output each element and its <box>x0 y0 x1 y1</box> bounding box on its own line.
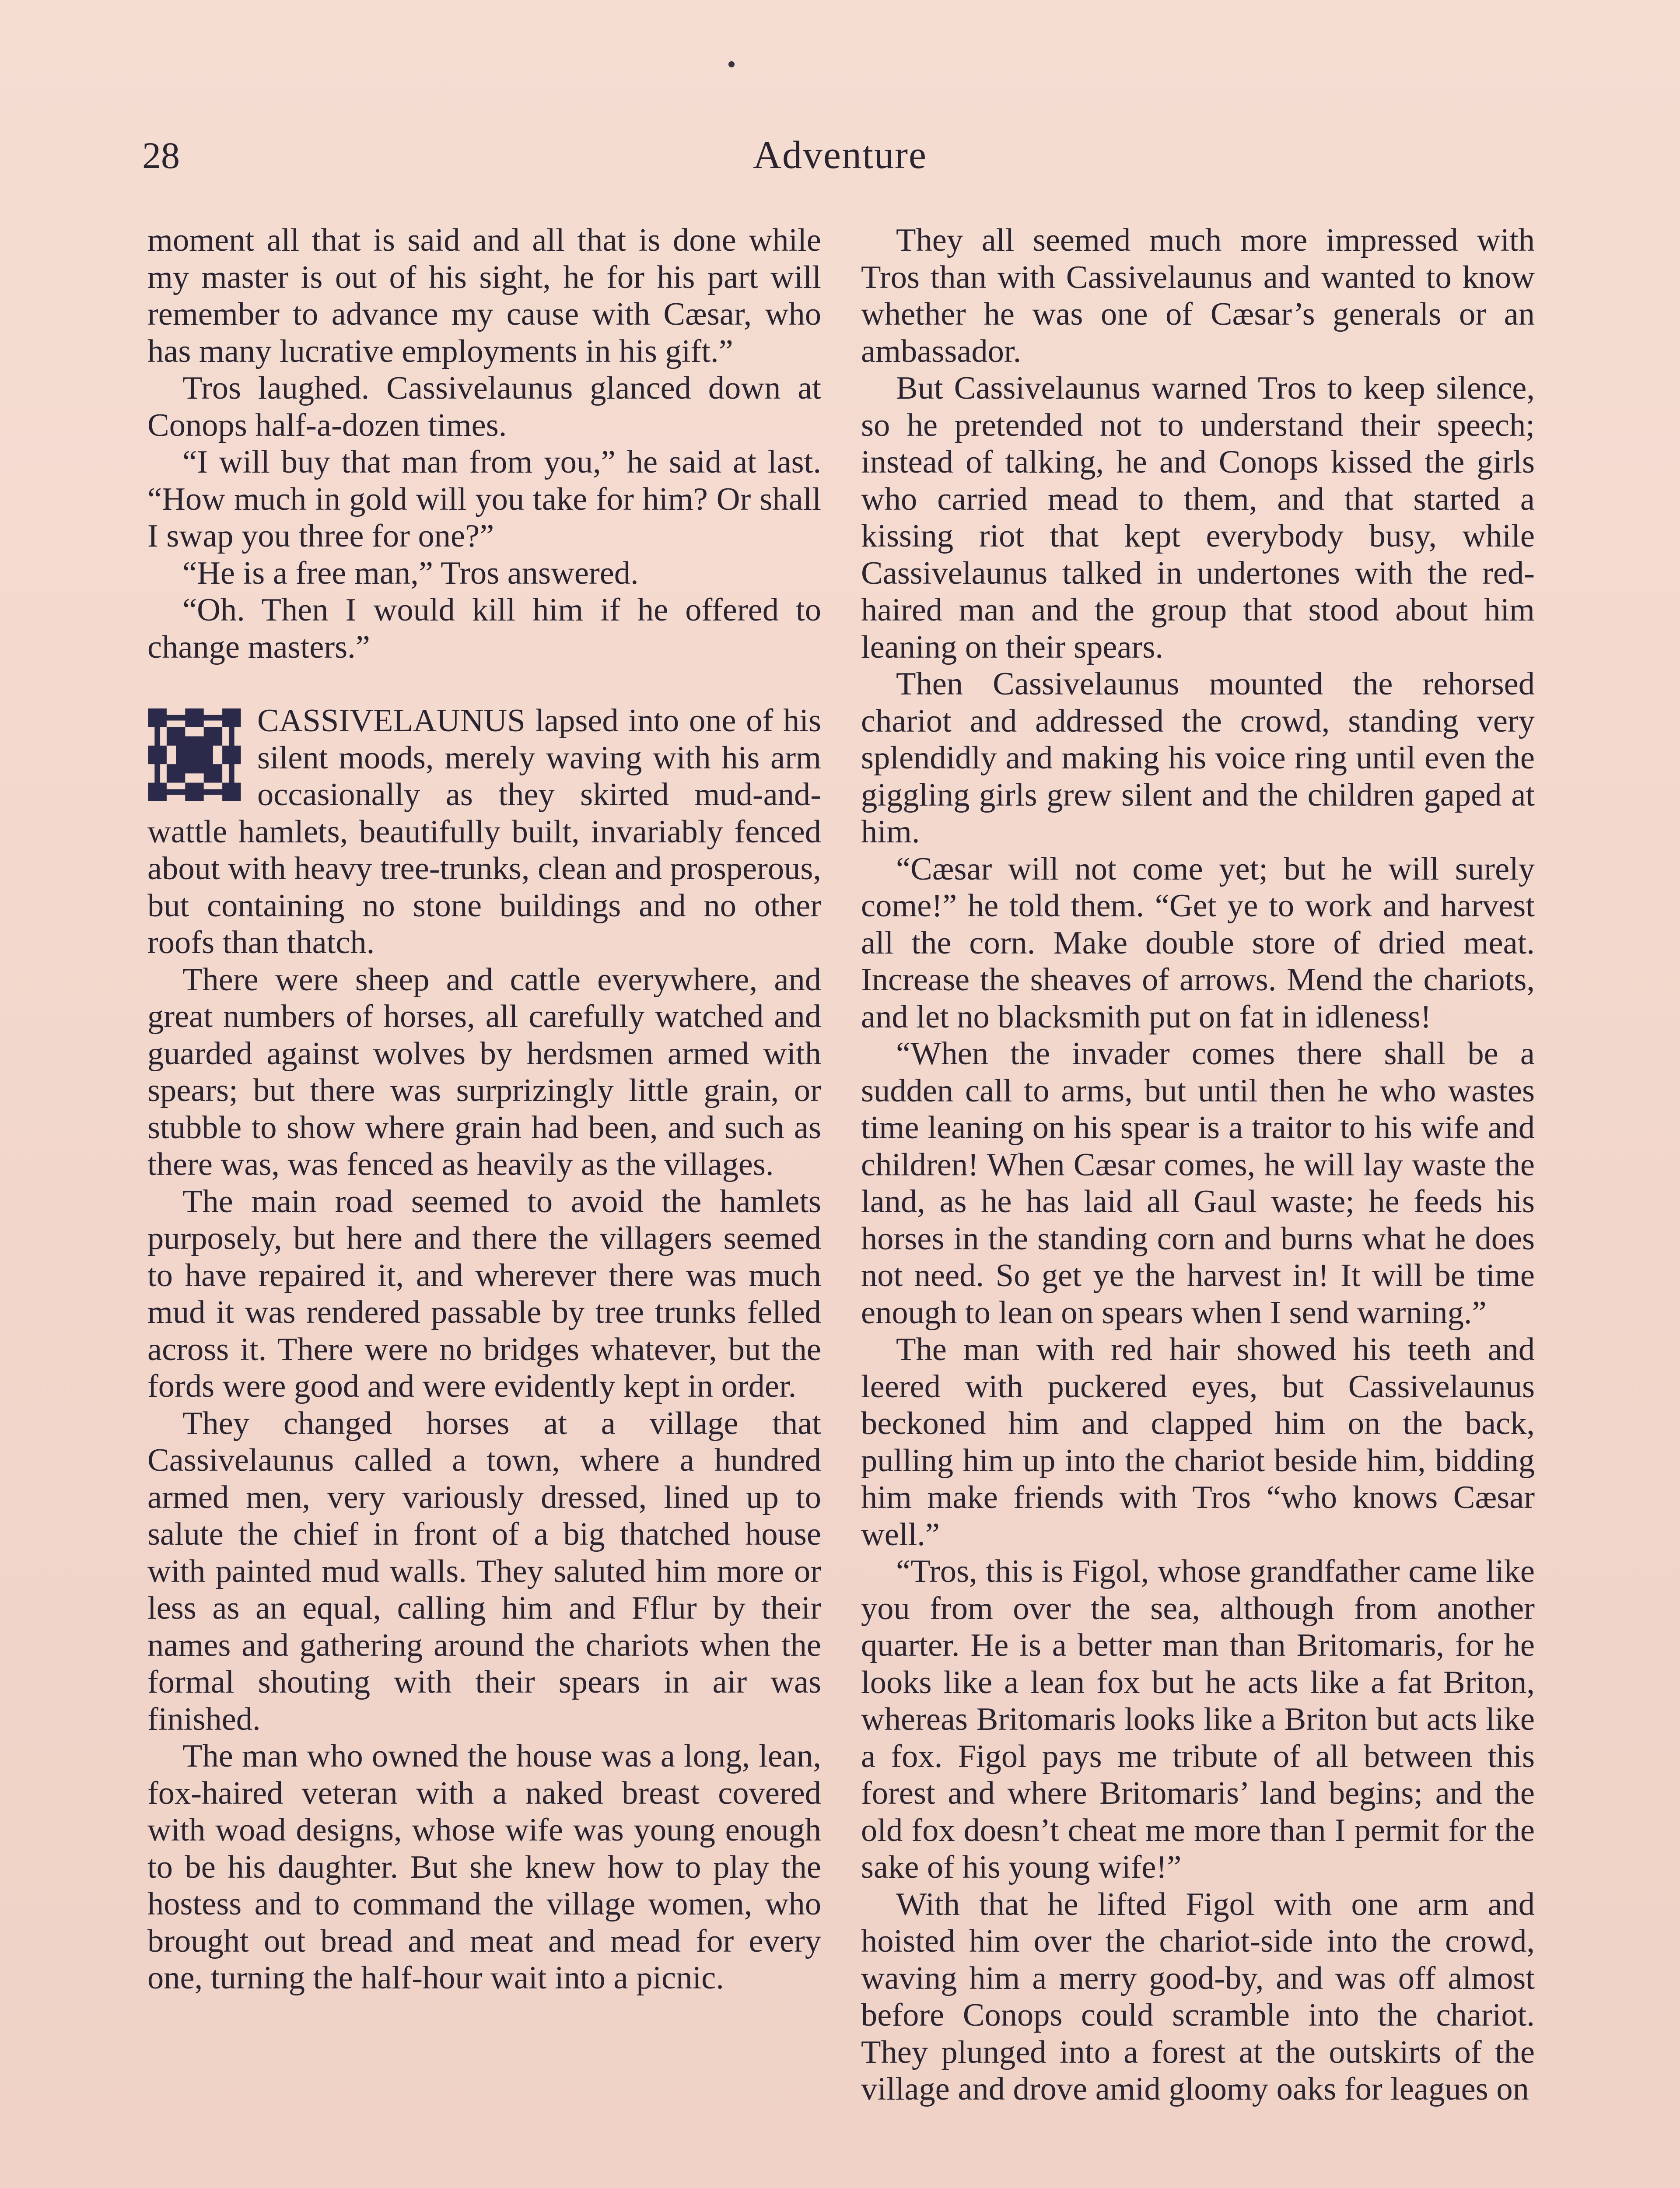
running-head-title: Adventure <box>753 133 927 177</box>
paragraph: “I will buy that man from you,” he said at last. “How much in gold will you take for him? Or shall I swap you three for one?” <box>147 444 821 554</box>
paragraph: “Tros, this is Figol, whose grandfather came like you from over the sea, although from another quarter. He is a better man than Britomaris, for he looks like a lean fox but he acts like a fat Briton, whereas Britomaris looks like a Briton but acts like a fox. Figol pays me tribute of all between this forest and where Britomaris’ land begins; and the old fox doesn’t cheat me more than I permit for the sake of his young wife!” <box>861 1553 1535 1885</box>
paragraph: The man who owned the house was a long, lean, fox-haired veteran with a naked breast covered with woad designs, whose wife was young enough to be his daughter. But she knew how to play the hostess and to command the village women, who brought out bread and meat and mead for every one, turning the half-hour wait into a picnic. <box>147 1738 821 1996</box>
paragraph: With that he lifted Figol with one arm and hoisted him over the chariot-side into the crowd, waving him a merry good-by, and was off almost before Conops could scramble into the chariot. They plunged into a forest at the outskirts of the village and drove amid gloomy oaks for leagues on <box>861 1886 1535 2107</box>
paragraph: “When the invader comes there shall be a sudden call to arms, but until then he who wastes time leaning on his spear is a traitor to his wife and children! When Cæsar comes, he will lay waste the land, as he has laid all Gaul waste; he feeds his horses in the standing corn and burns what he does not need. So get ye the harvest in! It will be time enough to lean on spears when I send warning.” <box>861 1036 1535 1331</box>
paragraph: The man with red hair showed his teeth and leered with puckered eyes, but Cassivelaunus beckoned him and clapped him on the back, pulling him up into the chariot beside him, bidding him make friends with Tros “who knows Cæsar well.” <box>861 1332 1535 1553</box>
paragraph: Tros laughed. Cassivelaunus glanced down at Conops half-a-dozen times. <box>147 370 821 443</box>
paragraph: Then Cassivelaunus mounted the rehorsed chariot and addressed the crowd, standing very splendidly and making his voice ring until even the giggling girls grew silent and the children gaped at him. <box>861 666 1535 850</box>
print-speck <box>728 61 735 67</box>
paragraph: moment all that is said and all that is done while my master is out of his sight, he for his part will remember to advance my cause with Cæsar, who has many lucrative employments in his gift.” <box>147 222 821 369</box>
paragraph: But Cassivelaunus warned Tros to keep silence, so he pretended not to understand their speech; instead of talking, he and Conops kissed the girls who carried mead to them, and that started a kissing riot that kept everybody busy, while Cassivelaunus talked in undertones with the red-haired man and the group that stood about him leaning on their spears. <box>861 370 1535 665</box>
paragraph: CASSIVELAUNUS lapsed into one of his silent moods, merely waving with his arm occasionally as they skirted mud-and-wattle hamlets, beautifully built, invariably fenced about with heavy tree-trunks, clean and prosperous, but containing no stone buildings and no other roofs than thatch. <box>147 703 821 961</box>
paragraph: “He is a free man,” Tros answered. <box>182 555 639 591</box>
paragraph: There were sheep and cattle everywhere, and great numbers of horses, all carefully watched and guarded against wolves by herdsmen armed with spears; but there was surprizingly little grain, or stubble to show where grain had been, and such as there was, was fenced as heavily as the villages. <box>147 961 821 1182</box>
right-column <box>861 222 1535 2108</box>
paragraph: They all seemed much more impressed with Tros than with Cassivelaunus and wanted to know whether he was one of Cæsar’s generals or an ambassador. <box>861 222 1535 369</box>
paragraph: “Oh. Then I would kill him if he offered to change masters.” <box>147 592 821 665</box>
paragraph: “Cæsar will not come yet; but he will surely come!” he told them. “Get ye to work and harvest all the corn. Make double store of dried meat. Increase the sheaves of arrows. Mend the chariots, and let no blacksmith put on fat in idleness! <box>861 851 1535 1035</box>
page-number: 28 <box>142 134 180 176</box>
section-break <box>147 702 821 961</box>
ornamental-dropcap-icon <box>147 708 242 801</box>
paragraph: They changed horses at a village that Cassivelaunus called a town, where a hundred armed men, very variously dressed, lined up to salute the chief in front of a big thatched house with painted mud walls. They saluted him more or less as an equal, calling him and Fflur by their names and gathering around the chariots when the formal shouting with their spears in air was finished. <box>147 1405 821 1737</box>
left-column <box>147 222 821 1997</box>
paragraph: The main road seemed to avoid the hamlets purposely, but here and there the villagers seemed to have repaired it, and wherever there was much mud it was rendered passable by tree trunks felled across it. There were no bridges whatever, but the fords were good and were evidently kept in order. <box>147 1183 821 1404</box>
